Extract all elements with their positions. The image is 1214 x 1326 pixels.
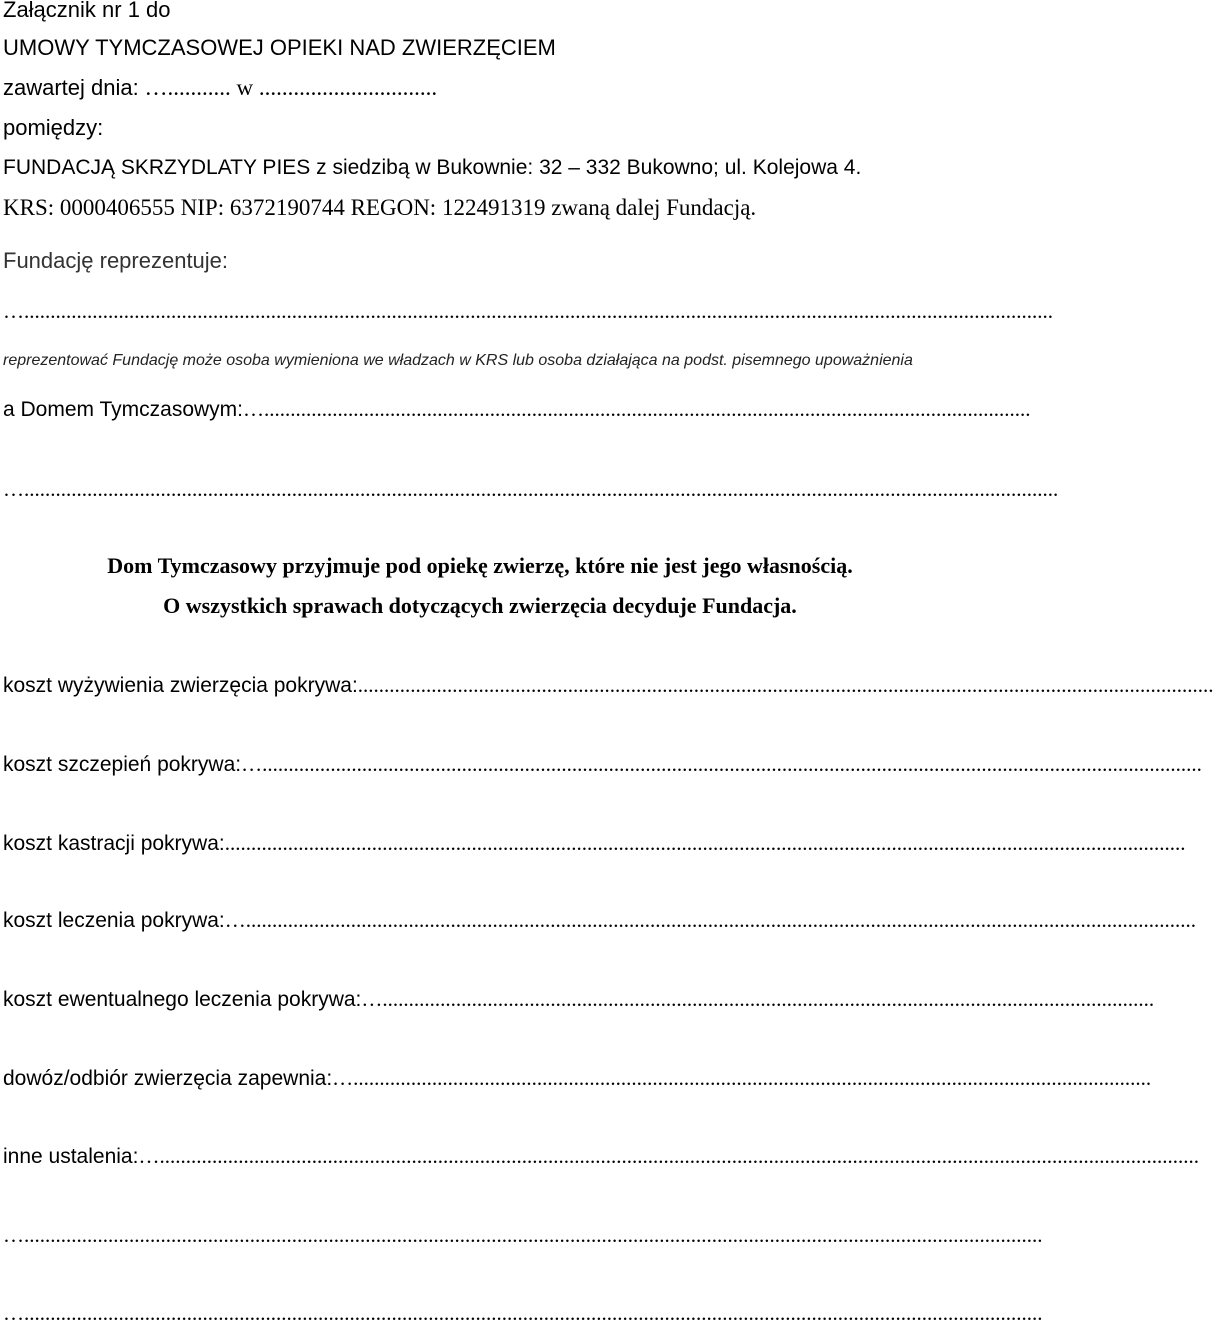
foundation-registry: KRS: 0000406555 NIP: 6372190744 REGON: 122491319 zwaną dalej Fundacją. — [3, 195, 757, 220]
represented-by-label: Fundację reprezentuje: — [3, 248, 229, 273]
foster-home-field[interactable] — [3, 396, 1031, 423]
other-arrangements-continued-1[interactable] — [3, 1222, 1043, 1248]
date-label: zawartej dnia: — [3, 75, 139, 100]
field-food-cost[interactable] — [3, 672, 1214, 699]
representative-fill[interactable]: ….................................................................................................................................................................................................... — [3, 299, 1053, 323]
statement-decisions: O wszystkich sprawach dotyczących zwierzęcia decyduje Fundacja. — [163, 593, 797, 618]
field-fill[interactable]: ....................................................................................................................................................................................... — [224, 831, 1186, 855]
field-fill[interactable]: ….................................................................................................................................................................................................. — [3, 1223, 1043, 1247]
date-fill[interactable]: …........... w ............................... — [138, 75, 438, 100]
representation-note: reprezentować Fundację może osoba wymieniona we władzach w KRS lub osoba działająca na podst. pisemnego upoważnienia — [3, 352, 913, 369]
field-castration-cost[interactable] — [3, 830, 1186, 857]
field-fill[interactable]: …........................................................................................................................................................ — [332, 1066, 1152, 1090]
other-arrangements-continued-2[interactable] — [3, 1300, 1043, 1326]
field-label: koszt ewentualnego leczenia pokrywa: — [3, 988, 362, 1011]
field-fill[interactable]: …................................................................................................................................................... — [361, 987, 1155, 1011]
field-possible-treatment-cost[interactable] — [3, 986, 1155, 1013]
contract-title: UMOWY TYMCZASOWEJ OPIEKI NAD ZWIERZĘCIEM — [3, 35, 556, 60]
field-fill[interactable]: …................................................................................................................................................................................... — [241, 752, 1202, 776]
field-label: koszt leczenia pokrywa: — [3, 909, 225, 932]
foster-home-label: a Domem Tymczasowym: — [3, 398, 243, 421]
field-other-arrangements[interactable] — [3, 1143, 1199, 1170]
between-label: pomiędzy: — [3, 115, 104, 140]
field-label: dowóz/odbiór zwierzęcia zapewnia: — [3, 1067, 333, 1090]
foster-home-fill[interactable]: ….................................................................................................................................................. — [243, 397, 1031, 421]
field-label: inne ustalenia: — [3, 1145, 139, 1168]
foster-home-field-continued[interactable] — [3, 476, 1059, 502]
representative-field[interactable] — [3, 298, 1053, 324]
field-fill[interactable]: ................................................................................................................................................................... — [357, 673, 1214, 697]
field-label: koszt wyżywienia zwierzęcia pokrywa: — [3, 674, 358, 697]
field-fill[interactable]: …...................................................................................................................................................................................................... — [138, 1144, 1199, 1168]
field-treatment-cost[interactable] — [3, 907, 1197, 934]
field-transport[interactable] — [3, 1065, 1152, 1092]
contract-date-line — [3, 75, 437, 101]
field-fill[interactable]: ….................................................................................................................................................................................................. — [3, 1301, 1043, 1325]
foundation-address: FUNDACJĄ SKRZYDLATY PIES z siedzibą w Bukownie: 32 – 332 Bukowno; ul. Kolejowa 4. — [3, 156, 862, 179]
field-fill[interactable]: …..................................................................................................................................................................................... — [224, 908, 1197, 932]
field-vaccination-cost[interactable] — [3, 751, 1202, 778]
attachment-title: Załącznik nr 1 do — [3, 0, 171, 22]
field-label: koszt kastracji pokrywa: — [3, 832, 225, 855]
foster-home-fill-2[interactable]: …..................................................................................................................................................................................................... — [3, 477, 1059, 501]
statement-ownership: Dom Tymczasowy przyjmuje pod opiekę zwierzę, które nie jest jego własnością. — [107, 553, 853, 578]
field-label: koszt szczepień pokrywa: — [3, 753, 242, 776]
